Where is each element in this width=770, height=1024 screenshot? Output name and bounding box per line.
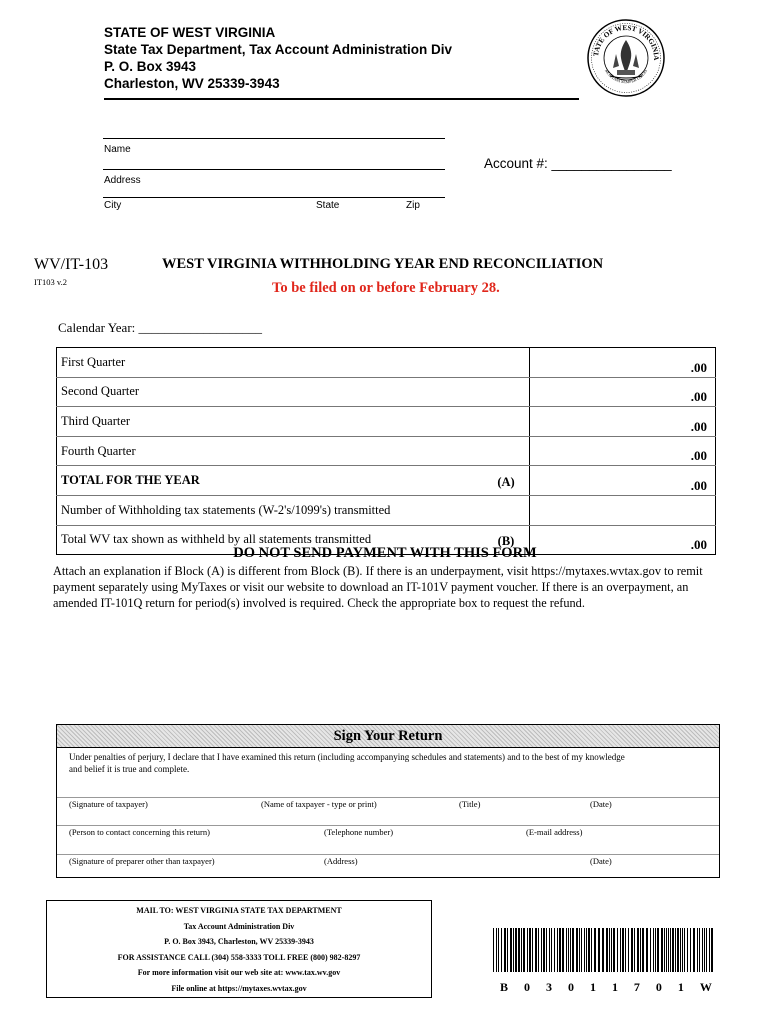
row-label: Total WV tax shown as withheld by all statements transmitted [61,532,372,547]
agency-line-1: STATE OF WEST VIRGINIA [104,25,276,40]
city-line [103,197,445,198]
mail-line-3: P. O. Box 3943, Charleston, WV 25339-3943 [164,937,314,946]
block-label [483,348,530,378]
notice-heading: DO NOT SEND PAYMENT WITH THIS FORM [233,545,537,561]
block-label [483,377,530,407]
notice-line-1: Attach an explanation if Block (A) is different from Block (B). If there is an underpayment, visit https://mytaxes.wvtax.gov to remit [53,564,703,578]
header-divider [104,98,579,100]
address-label: Address [104,175,141,186]
row-label: Second Quarter [57,377,484,407]
barcode-char: 1 [589,980,596,994]
mailing-info [46,900,432,998]
mail-line-5: For more information visit our web site at: www.tax.wv.gov [137,968,341,977]
table-row [57,466,716,496]
notice-text [53,563,703,611]
signature-row-2 [57,825,719,837]
amount-field-statement-count[interactable] [530,495,716,525]
mail-line-6: File online at https://mytaxes.wvtax.gov [171,983,307,993]
contact-person-field[interactable]: (Person to contact concerning this return) [69,827,210,837]
barcode-char: 1 [611,980,618,994]
barcode-char: 0 [567,980,574,994]
row-label: Number of Withholding tax statements (W-2's/1099's) transmitted [57,495,484,525]
barcode-text [500,980,712,995]
address-line [103,169,445,170]
calendar-year-field[interactable]: Calendar Year: ___________________ [58,320,263,335]
table-row [57,377,716,407]
amount-field-total[interactable]: .00 [530,466,716,496]
amount-field-third-quarter[interactable]: .00 [530,407,716,437]
signature-section [56,724,720,878]
block-label [483,495,530,525]
row-label: Fourth Quarter [57,436,484,466]
reconciliation-table [56,347,716,555]
taxpayer-signature-field[interactable]: (Signature of taxpayer) [69,799,148,809]
notice-line-3: amended IT-101Q return for period(s) involved is required. Check the appropriate box to request the refund. [53,596,585,610]
agency-line-4: Charleston, WV 25339-3943 [104,76,280,91]
form-version: IT103 v.2 [34,277,67,287]
amount-field-second-quarter[interactable]: .00 [530,377,716,407]
row-label: First Quarter [57,348,484,378]
block-label [483,407,530,437]
row-label: TOTAL FOR THE YEAR [57,466,484,496]
table-row [57,348,716,378]
form-title: WEST VIRGINIA WITHHOLDING YEAR END RECONCILIATION [162,256,604,272]
agency-address [104,24,452,92]
account-number-field[interactable]: Account #: ________________ [484,156,672,171]
table-row [57,407,716,437]
city-label: City [104,200,122,211]
preparer-signature-field[interactable]: (Signature of preparer other than taxpayer) [69,856,215,866]
declaration-line-1: Under penalties of perjury, I declare that I have examined this return (including accompanying schedules and statements) and to the best of my knowledge [69,752,625,762]
name-label: Name [104,144,131,155]
barcode-char: W [699,980,712,994]
declaration [69,751,625,775]
barcode-icon [493,928,715,972]
seal-motto: MONTANI SEMPER LIBERI [603,68,649,85]
barcode-char: 0 [655,980,662,994]
barcode-char: 0 [524,980,530,994]
notice-line-2: payment separately using MyTaxes or visit our website to download an IT-101V payment voucher. If there is an overpayment, an [53,580,689,594]
row-label: Third Quarter [57,407,484,437]
agency-line-2: State Tax Department, Tax Account Administration Div [104,42,453,57]
table-row [57,436,716,466]
taxpayer-name-field[interactable]: (Name of taxpayer - type or print) [261,799,377,809]
name-line [103,138,445,139]
signature-row-3 [57,854,719,866]
form-id: WV/IT-103 [34,256,109,273]
email-field[interactable]: (E-mail address) [526,827,583,837]
preparer-address-field[interactable]: (Address) [324,856,358,866]
barcode-char: 7 [633,980,640,994]
amount-field-fourth-quarter[interactable]: .00 [530,436,716,466]
declaration-line-2: and belief it is true and complete. [69,764,190,774]
barcode-char: 3 [545,980,552,994]
mail-line-2: Tax Account Administration Div [183,921,295,931]
mail-line-1: MAIL TO: WEST VIRGINIA STATE TAX DEPARTMENT [136,906,342,915]
barcode-char: B [500,980,509,994]
sign-heading: Sign Your Return [57,725,719,748]
amount-field-total-withheld[interactable]: .00 [530,525,716,555]
barcode-char: 1 [677,980,684,994]
title-field[interactable]: (Title) [459,799,481,809]
state-label: State [316,200,340,211]
state-seal-icon [586,18,666,98]
telephone-field[interactable]: (Telephone number) [324,827,394,837]
block-label: (B) [497,534,515,549]
amount-field-first-quarter[interactable]: .00 [530,348,716,378]
seal-ring-text: TATE OF WEST VIRGINIA [592,23,661,61]
filing-deadline: To be filed on or before February 28. [272,280,500,296]
mail-line-4: FOR ASSISTANCE CALL (304) 558-3333 TOLL FREE (800) 982-8297 [117,952,361,962]
signature-row-1 [57,797,719,809]
block-label: (A) [483,466,530,496]
block-label [483,436,530,466]
preparer-date-field[interactable]: (Date) [590,856,612,866]
date-field[interactable]: (Date) [590,799,612,809]
zip-label: Zip [406,200,420,211]
agency-line-3: P. O. Box 3943 [104,59,197,74]
table-row [57,495,716,525]
